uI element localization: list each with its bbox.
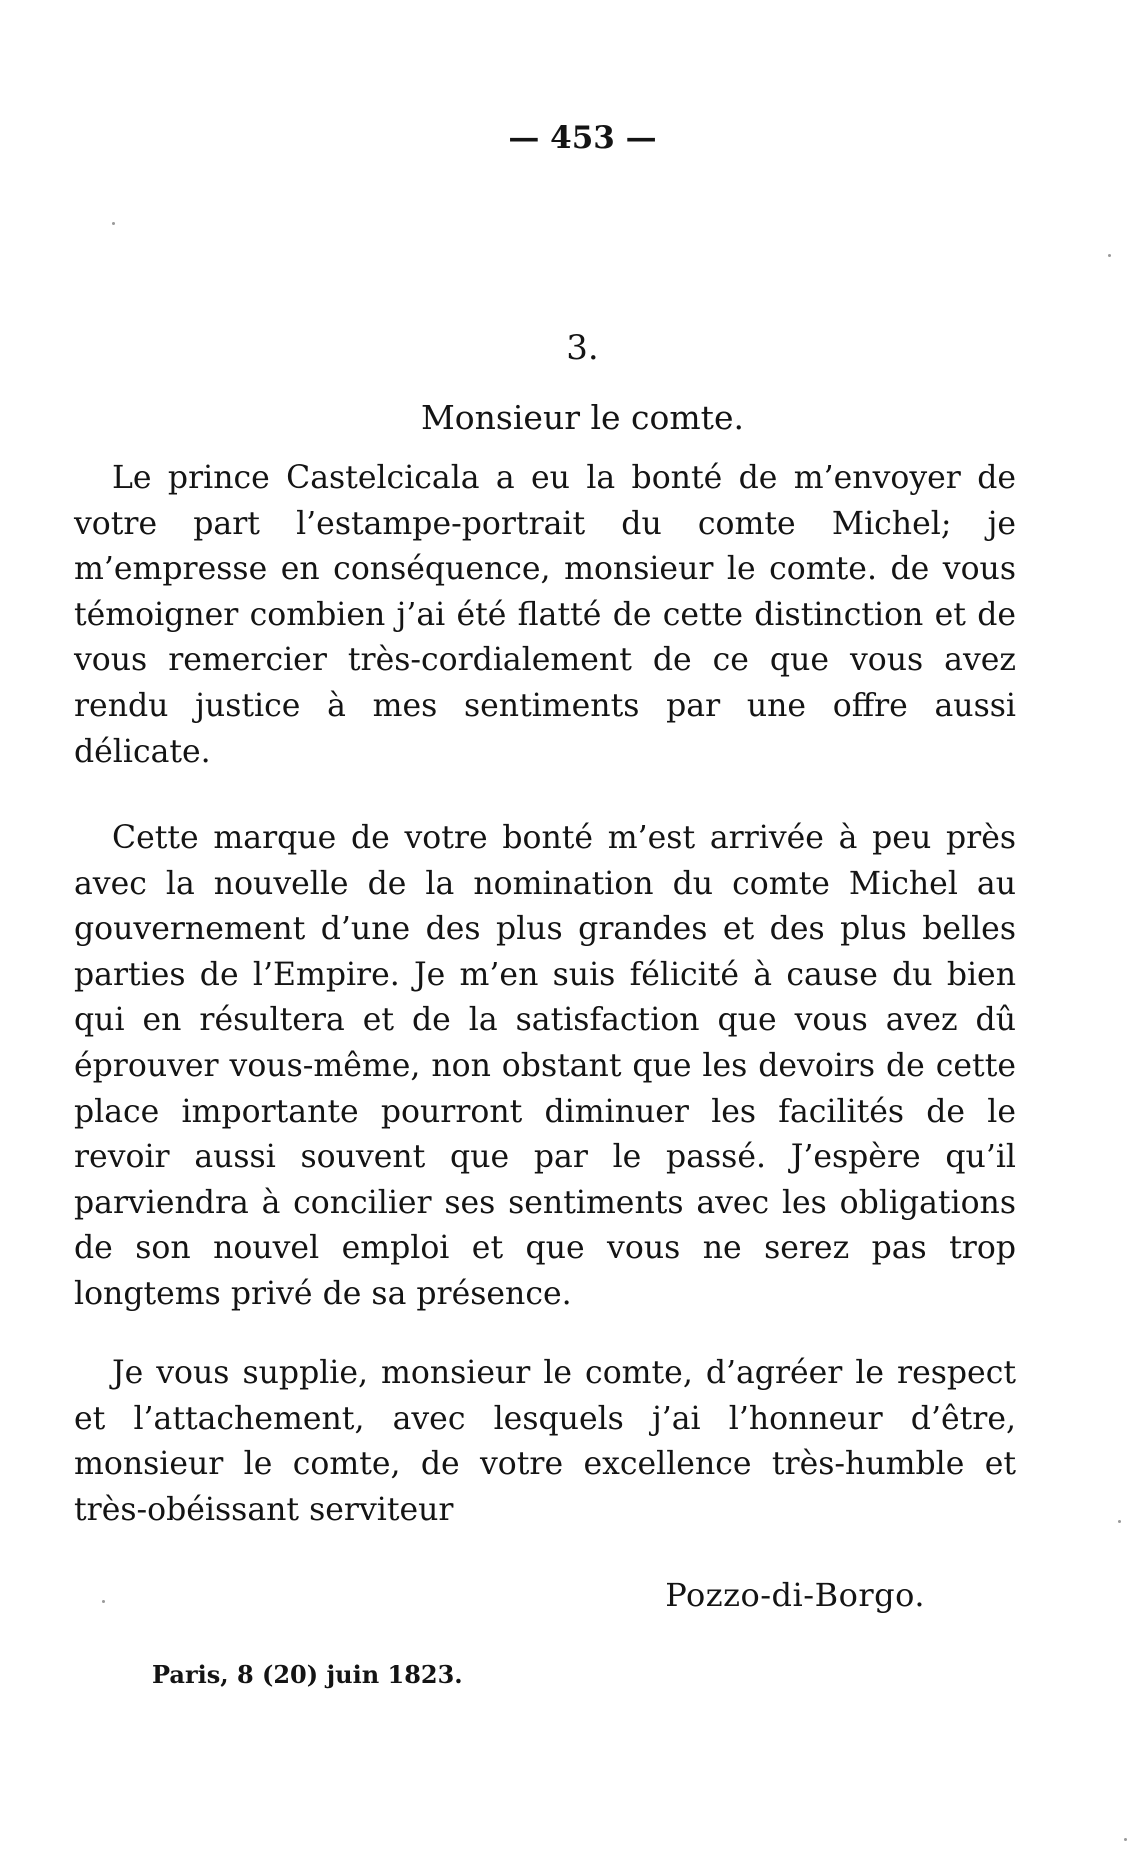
letter-paragraph-2 [74,816,1016,1318]
paper-speck [1124,1838,1127,1841]
paragraph-3-text: Je vous supplie, monsieur le comte, d’agréer le respect et l’attachement, avec lesquels j’ai l’honneur d’être, monsieur le comte, de votre excellence très-humble et très-obéissant serviteur [74,1355,1016,1528]
letter-paragraph-3 [74,1351,1016,1533]
paper-speck [102,1600,105,1603]
dateline: Paris, 8 (20) juin 1823. [152,1660,463,1689]
paragraph-2-text: Cette marque de votre bonté m’est arrivée à peu près avec la nouvelle de la nomination du comte Michel au gouvernement d’une des plus grandes et des plus belles parties de l’Empire. Je m’en suis félicité à cause du bien qui en résultera et de la satisfaction que vous avez dû éprouver vous-même, non obstant que les devoirs de cette place importante pourront diminuer les facilités de le revoir aussi souvent que par le passé. J’espère qu’il parviendra à concilier ses sentiments avec les obligations de son nouvel emploi et que vous ne serez pas trop longtems privé de sa présence. [74,820,1016,1312]
letter-paragraph-1 [74,456,1016,775]
section-number: 3. [566,328,599,368]
signature: Pozzo-di-Borgo. [665,1576,925,1614]
paper-speck [1118,1520,1121,1523]
salutation: Monsieur le comte. [421,398,744,437]
paragraph-1-text: Le prince Castelcicala a eu la bonté de m’envoyer de votre part l’estampe-portrait du comte Michel; je m’empresse en conséquence, monsieur le comte. de vous témoigner combien j’ai été flatté de cette distinction et de vous remercier très-cordialement de ce que vous avez rendu justice à mes sentiments par une offre aussi délicate. [74,460,1016,770]
paper-speck [1108,254,1111,257]
page-number: — 453 — [508,120,657,156]
paper-speck [112,222,115,225]
